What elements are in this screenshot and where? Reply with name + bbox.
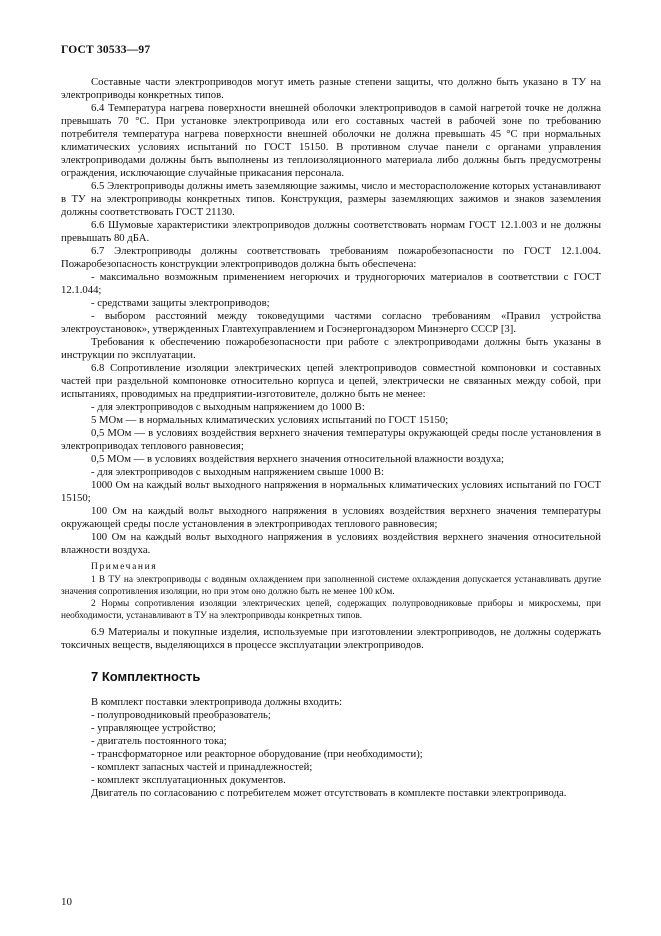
paragraph-6-4: 6.4 Температура нагрева поверхности внешней оболочки электроприводов в самой нагретой точке не должна превышать 70 °С. При установке электропривода или его составных частей в рабочей зоне по требованию потребителя температура нагрева поверхности внешней оболочки не должна превышать 45 °С при нормальных климатических условиях испытаний по ГОСТ 15150. В противном случае панели с органами управления электроприводами должны быть выполнены из теплоизоляционного материала либо должны быть предусмотрены ограждения, исключающие случайные прикасания персонала. bbox=[61, 102, 601, 179]
section-7-title: 7 Комплектность bbox=[91, 669, 201, 684]
list-item: - для электроприводов с выходным напряжением свыше 1000 В: bbox=[91, 466, 384, 478]
notes-title: Примечания bbox=[91, 562, 158, 572]
list-item: - максимально возможным применением негорючих и трудногорючих материалов в соответствии с ГОСТ 12.1.044; bbox=[61, 271, 601, 296]
list-item: - комплект запасных частей и принадлежностей; bbox=[91, 761, 313, 773]
list-item: - трансформаторное или реакторное оборудование (при необходимости); bbox=[91, 748, 423, 760]
paragraph-6-7: 6.7 Электроприводы должны соответствовать требованиям пожаробезопасности по ГОСТ 12.1.004. Пожаробезопасность конструкции электроприводов должна быть обеспечена: bbox=[61, 245, 601, 270]
document-code-header: ГОСТ 30533—97 bbox=[61, 44, 151, 56]
paragraph-6-5: 6.5 Электроприводы должны иметь заземляющие зажимы, число и месторасположение которых устанавливают в ТУ на электроприводы конкретных типов. Конструкция, размеры заземляющих зажимов и знаков заземления должны соответствовать ГОСТ 21130. bbox=[61, 180, 601, 218]
list-item: 0,5 МОм — в условиях воздействия верхнего значения относительной влажности воздуха; bbox=[91, 453, 504, 465]
list-item: - для электроприводов с выходным напряжением до 1000 В: bbox=[91, 401, 365, 413]
paragraph-6-6: 6.6 Шумовые характеристики электроприводов должны соответствовать нормам ГОСТ 12.1.003 и не должны превышать 80 дБА. bbox=[61, 219, 601, 244]
paragraph: Двигатель по согласованию с потребителем может отсутствовать в комплекте поставки электропривода. bbox=[91, 787, 567, 799]
list-item: 100 Ом на каждый вольт выходного напряжения в условиях воздействия верхнего значения относительной влажности воздуха. bbox=[61, 531, 601, 556]
list-item: - управляющее устройство; bbox=[91, 722, 216, 734]
page-number: 10 bbox=[61, 896, 72, 908]
list-item: 1000 Ом на каждый вольт выходного напряжения в нормальных климатических условиях испытаний по ГОСТ 15150; bbox=[61, 479, 601, 504]
list-item: - двигатель постоянного тока; bbox=[91, 735, 227, 747]
paragraph: В комплект поставки электропривода должны входить: bbox=[91, 696, 343, 708]
paragraph: Требования к обеспечению пожаробезопасности при работе с электроприводами должны быть указаны в инструкции по эксплуатации. bbox=[61, 336, 601, 361]
list-item: 5 МОм — в нормальных климатических условиях испытаний по ГОСТ 15150; bbox=[91, 414, 449, 426]
paragraph-6-8: 6.8 Сопротивление изоляции электрических цепей электроприводов совместной компоновки и составных частей при раздельной компоновке относительно корпуса и цепей, электрически не связанных между собой, при испытаниях, проводимых на предприятии-изготовителе, должно быть не менее: bbox=[61, 362, 601, 400]
list-item: - средствами защиты электроприводов; bbox=[91, 297, 270, 309]
note-item: 2 Нормы сопротивления изоляции электрических цепей, содержащих полупроводниковые приборы и микросхемы, при необходимости, устанавливают в ТУ на электроприводы конкретных типов. bbox=[61, 599, 601, 621]
paragraph: Составные части электроприводов могут иметь разные степени защиты, что должно быть указано в ТУ на электроприводы конкретных типов. bbox=[61, 76, 601, 101]
note-item: 1 В ТУ на электроприводы с водяным охлаждением при заполненной системе охлаждения допускается устанавливать другие значения сопротивления изоляции, но при этом оно должно быть не менее 100 кОм. bbox=[61, 575, 601, 597]
list-item: - полупроводниковый преобразователь; bbox=[91, 709, 271, 721]
document-page bbox=[61, 44, 601, 800]
list-item: - комплект эксплуатационных документов. bbox=[91, 774, 286, 786]
paragraph-6-9: 6.9 Материалы и покупные изделия, используемые при изготовлении электроприводов, не должны содержать токсичных веществ, выделяющихся в процессе эксплуатации электроприводов. bbox=[61, 626, 601, 651]
list-item: - выбором расстояний между токоведущими частями согласно требованиям «Правил устройства электроустановок», утвержденных Главтехуправлением и Госэнергонадзором Минэнерго СССР [3]. bbox=[61, 310, 601, 335]
list-item: 0,5 МОм — в условиях воздействия верхнего значения температуры окружающей среды после установления в электроприводах теплового равновесия; bbox=[61, 427, 601, 452]
list-item: 100 Ом на каждый вольт выходного напряжения в условиях воздействия верхнего значения температуры окружающей среды после установления в электроприводах теплового равновесия; bbox=[61, 505, 601, 530]
